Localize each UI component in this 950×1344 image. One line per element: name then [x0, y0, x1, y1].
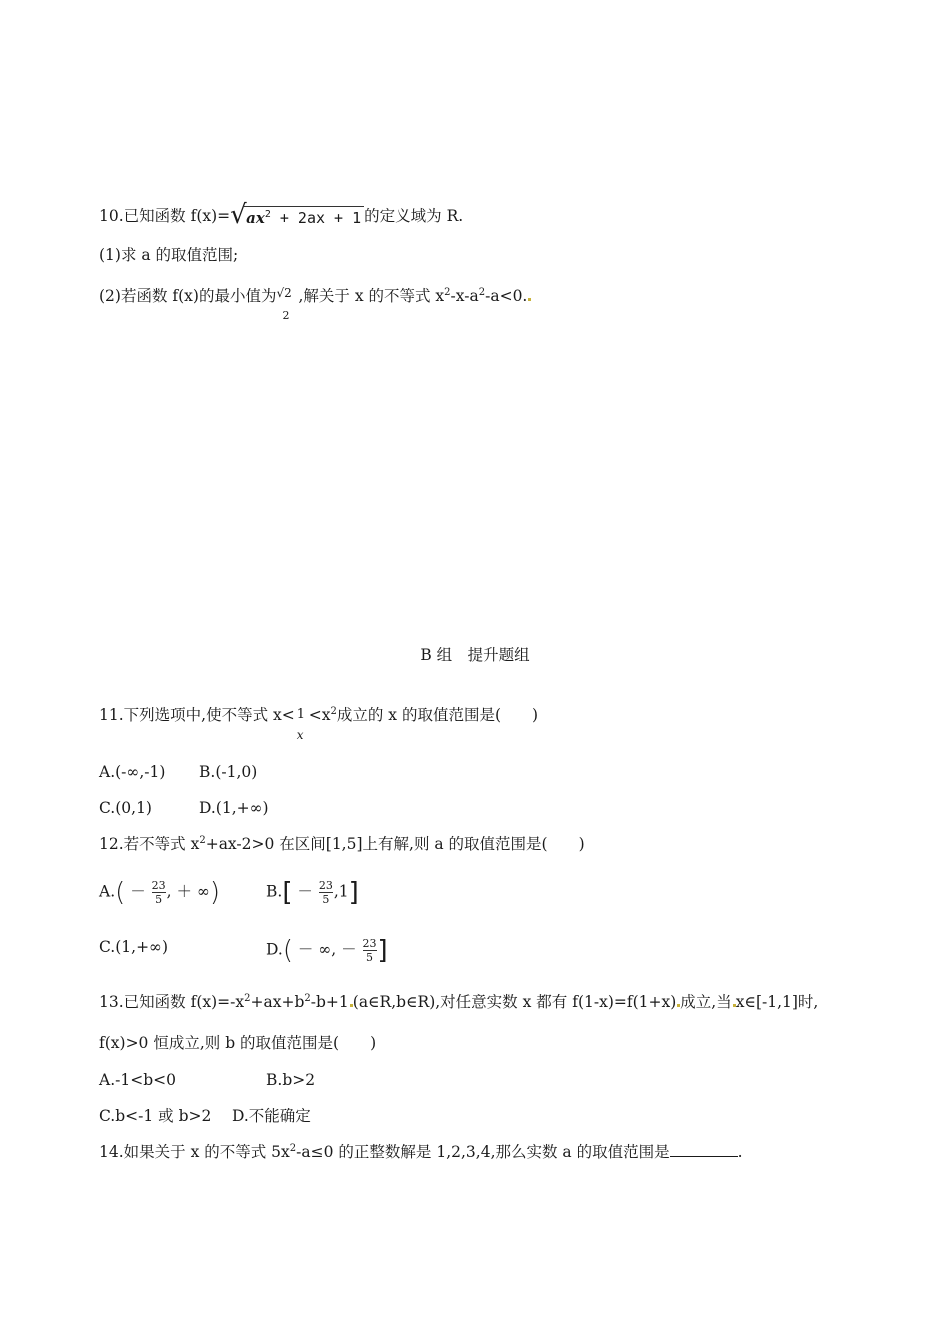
option-tail: , ＋ ∞	[166, 882, 210, 901]
sqrt-expression	[230, 200, 364, 230]
q12-stem-a: 12.若不等式 x	[99, 835, 200, 853]
superscript: 2	[264, 209, 271, 220]
option-label: D.	[266, 940, 283, 959]
q12-option-d	[266, 937, 388, 964]
q14-stem-b: -a≤0 的正整数解是 1,2,3,4,那么实数 a 的取值范围是	[296, 1143, 670, 1161]
q11-stem-c: 成立的 x 的取值范围是( )	[336, 706, 539, 724]
fraction-numerator: 23	[362, 937, 377, 950]
option-label: B.	[266, 882, 283, 901]
q10-part2-suffix-c: -a<0.	[485, 287, 528, 305]
q10-stem-prefix: 10.已知函数 f(x)=	[99, 207, 231, 225]
superscript: 2	[330, 705, 337, 717]
fraction-23-over-5	[319, 879, 333, 906]
right-bracket: ]	[348, 877, 359, 908]
q13-stem	[99, 992, 818, 1012]
q10-part2-prefix: (2)若函数 f(x)的最小值为	[99, 287, 277, 305]
answer-blank[interactable]	[670, 1142, 738, 1157]
superscript: 2	[289, 1142, 297, 1154]
q12-stem-b: +ax-2>0 在区间[1,5]上有解,则 a 的取值范围是( )	[205, 835, 585, 853]
q12-option-c: C.(1,+∞)	[99, 938, 169, 956]
q13-stem-f: x∈[-1,1]时,	[735, 993, 819, 1011]
fraction-numerator: 23	[318, 879, 333, 892]
q13-option-d: D.不能确定	[232, 1107, 311, 1125]
section-title: B 组 提升题组	[420, 646, 530, 664]
q11-option-c: C.(0,1)	[99, 799, 152, 817]
fraction-sqrt2-over-2	[276, 286, 298, 322]
fraction-denominator: 5	[152, 892, 166, 906]
fraction-numerator: 23	[151, 879, 166, 892]
q14-stem-end: .	[737, 1143, 743, 1161]
q13-option-b: B.b>2	[266, 1071, 316, 1089]
fraction-23-over-5	[152, 879, 166, 906]
q13-stem-a: 13.已知函数 f(x)=-x	[99, 993, 245, 1011]
superscript: 2	[244, 992, 251, 1004]
fraction-denominator: x	[296, 728, 304, 742]
sqrt-term-rest: + 2ax + 1	[270, 209, 362, 227]
fraction-denominator: 2	[282, 309, 290, 322]
left-paren: (	[115, 877, 126, 908]
q12-option-a	[99, 879, 220, 906]
fraction-numerator: √2	[276, 286, 292, 300]
mark-dot	[528, 298, 531, 301]
q10-part2-suffix-a: ,解关于 x 的不等式 x	[298, 287, 445, 305]
superscript: 2	[199, 834, 206, 846]
q13-stem-line2: f(x)>0 恒成立,则 b 的取值范围是( )	[99, 1034, 377, 1052]
minus-sign: －	[297, 882, 313, 901]
q10-part2	[99, 286, 531, 322]
minus-sign: －	[130, 882, 146, 901]
left-paren: (	[282, 935, 293, 966]
q11-stem-b: <x	[308, 706, 331, 724]
superscript: 2	[444, 286, 451, 298]
q12-option-b	[266, 879, 359, 906]
q13-stem-e: 成立,当	[680, 993, 732, 1011]
fraction-denominator: 5	[319, 892, 333, 906]
right-paren: )	[209, 877, 221, 908]
q13-stem-c: -b+1	[310, 993, 349, 1011]
q13-stem-b: +ax+b	[250, 993, 305, 1011]
q14-stem-a: 14.如果关于 x 的不等式 5x	[99, 1143, 290, 1161]
fraction-1-over-x	[295, 705, 309, 742]
radical-icon: √	[230, 200, 247, 230]
left-bracket: [	[282, 877, 293, 908]
q11-stem-a: 11.下列选项中,使不等式 x<	[99, 706, 295, 724]
q13-stem-d: (a∈R,b∈R),对任意实数 x 都有 f(1-x)=f(1+x)	[352, 993, 677, 1011]
q13-option-a: A.-1<b<0	[99, 1071, 176, 1089]
superscript: 2	[304, 992, 311, 1004]
q11-option-d: D.(1,+∞)	[199, 799, 269, 817]
q10-part2-suffix-b: -x-a	[450, 287, 479, 305]
fraction-denominator: 5	[363, 950, 377, 964]
option-tail: ,1	[333, 882, 349, 901]
fraction-23-over-5	[363, 937, 377, 964]
right-bracket: ]	[377, 935, 388, 966]
superscript: 2	[478, 286, 486, 298]
q11-stem	[99, 705, 539, 742]
q11-option-b: B.(-1,0)	[199, 763, 258, 781]
q10-stem	[99, 200, 464, 230]
option-head: － ∞, －	[297, 940, 357, 959]
fraction-numerator: 1	[296, 707, 306, 722]
q11-option-a: A.(-∞,-1)	[99, 763, 166, 781]
option-label: A.	[99, 882, 116, 901]
sqrt-term-ax: ax	[246, 209, 265, 227]
q14-stem	[99, 1142, 743, 1162]
q13-option-c: C.b<-1 或 b>2	[99, 1107, 212, 1125]
q12-stem	[99, 834, 585, 854]
q10-part1: (1)求 a 的取值范围;	[99, 246, 239, 264]
q10-stem-suffix: 的定义域为 R.	[364, 207, 464, 225]
